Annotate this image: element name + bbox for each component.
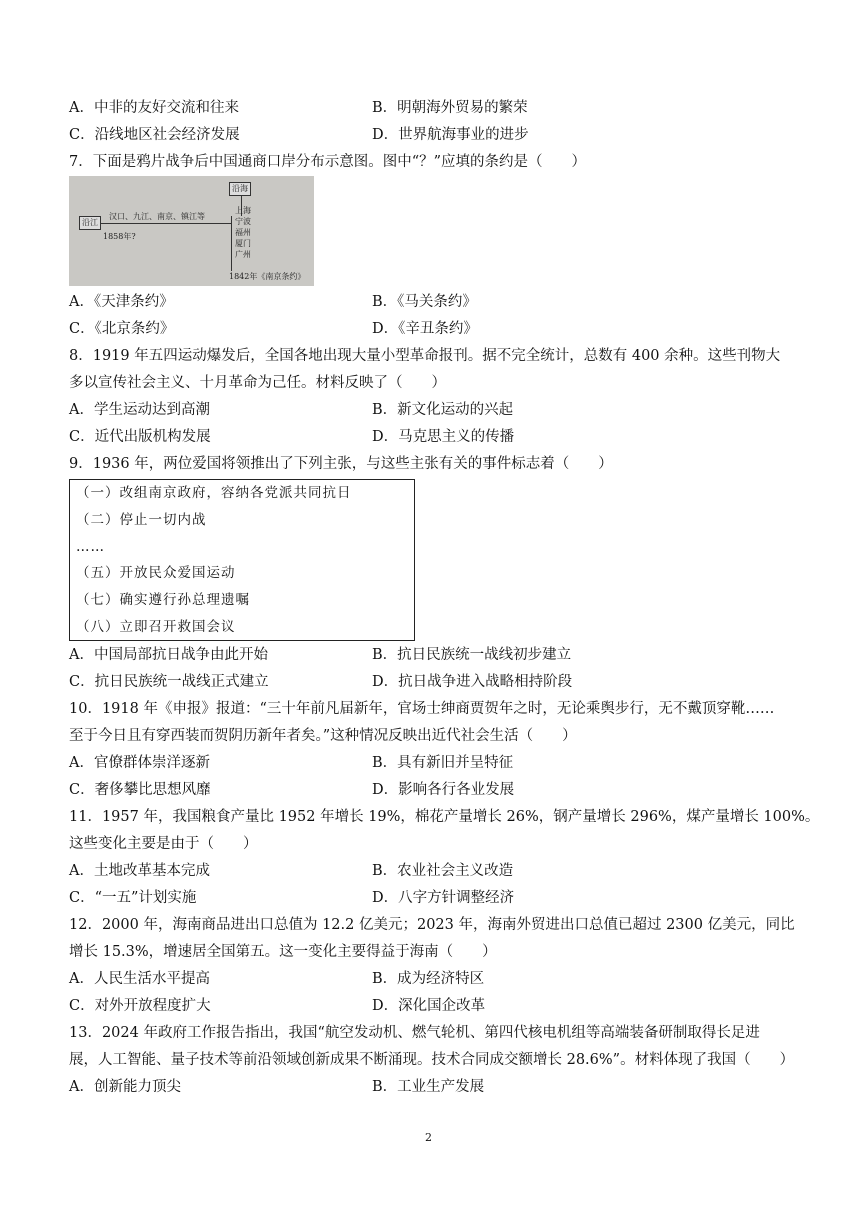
q9-stem: 9．1936 年，两位爱国将领推出了下列主张，与这些主张有关的事件标志着（ ） bbox=[69, 456, 613, 472]
q10-stem-line-1: 10．1918 年《申报》报道：“三十年前凡届新年，官场士绅商贾贺年之时，无论乘舆步行，无不戴顶穿靴…… bbox=[69, 701, 775, 717]
coast-port-2: 宁波 bbox=[235, 217, 251, 226]
q11-option-d: D．八字方针调整经济 bbox=[372, 890, 515, 906]
q6-option-c: C．沿线地区社会经济发展 bbox=[69, 127, 240, 143]
proposal-line-1: （一）改组南京政府，容纳各党派共同抗日 bbox=[76, 485, 352, 501]
q12-option-b: B．成为经济特区 bbox=[372, 971, 485, 987]
page-number: 2 bbox=[425, 1131, 432, 1144]
q10-option-c: C．奢侈攀比思想风靡 bbox=[69, 782, 211, 798]
proposal-line-2: （二）停止一切内战 bbox=[76, 512, 207, 528]
q12-option-a: A．人民生活水平提高 bbox=[69, 971, 210, 987]
q13-stem-line-1: 13．2024 年政府工作报告指出，我国“航空发动机、燃气轮机、第四代核电机组等高端装备研制取得长足进 bbox=[69, 1025, 760, 1041]
q13-option-a: A．创新能力顶尖 bbox=[69, 1079, 181, 1095]
q12-option-d: D．深化国企改革 bbox=[372, 998, 486, 1014]
q7-stem: 7．下面是鸦片战争后中国通商口岸分布示意图。图中“？”应填的条约是（ ） bbox=[69, 154, 587, 170]
q11-stem-line-2: 这些变化主要是由于（ ） bbox=[69, 836, 258, 852]
q12-stem-line-1: 12．2000 年，海南商品进出口总值为 12.2 亿美元；2023 年，海南外贸进出口总值已超过 2300 亿美元，同比 bbox=[69, 917, 795, 933]
q7-option-b: B．《马关条约》 bbox=[372, 294, 477, 310]
treaty-port-diagram bbox=[69, 176, 314, 286]
coast-label: 沿海 bbox=[229, 182, 251, 196]
q12-stem-line-2: 增长 15.3%，增速居全国第五。这一变化主要得益于海南（ ） bbox=[69, 944, 497, 960]
q10-option-a: A．官僚群体崇洋逐新 bbox=[69, 755, 210, 771]
q11-option-c: C．“一五”计划实施 bbox=[69, 890, 197, 906]
q11-stem-line-1: 11．1957 年，我国粮食产量比 1952 年增长 19%，棉花产量增长 26%，钢产量增长 296%，煤产量增长 100%。 bbox=[69, 809, 820, 825]
q10-option-d: D．影响各行各业发展 bbox=[372, 782, 515, 798]
q9-option-a: A．中国局部抗日战争由此开始 bbox=[69, 647, 268, 663]
q9-option-c: C．抗日民族统一战线正式建立 bbox=[69, 674, 269, 690]
q6-option-b: B．明朝海外贸易的繁荣 bbox=[372, 100, 528, 116]
coast-port-4: 厦门 bbox=[235, 239, 251, 248]
river-year: 1858年? bbox=[103, 232, 136, 241]
q8-option-c: C．近代出版机构发展 bbox=[69, 429, 211, 445]
q6-option-a: A．中非的友好交流和往来 bbox=[69, 100, 239, 116]
q7-option-d: D．《辛丑条约》 bbox=[372, 321, 478, 337]
q6-option-d: D．世界航海事业的进步 bbox=[372, 127, 529, 143]
q10-stem-line-2: 至于今日且有穿西装而贺阴历新年者矣。”这种情况反映出近代社会生活（ ） bbox=[69, 728, 577, 744]
proposal-line-5: （五）开放民众爱国运动 bbox=[76, 565, 236, 581]
q8-stem-line-2: 多以宣传社会主义、十月革命为己任。材料反映了（ ） bbox=[69, 375, 446, 391]
coast-port-5: 广州 bbox=[235, 250, 251, 259]
coast-port-3: 福州 bbox=[235, 228, 251, 237]
q11-option-b: B．农业社会主义改造 bbox=[372, 863, 514, 879]
q9-option-d: D．抗日战争进入战略相持阶段 bbox=[372, 674, 573, 690]
q8-option-a: A．学生运动达到高潮 bbox=[69, 402, 210, 418]
coast-port-1: 上海 bbox=[235, 206, 251, 215]
q8-option-b: B．新文化运动的兴起 bbox=[372, 402, 514, 418]
q10-option-b: B．具有新旧并呈特征 bbox=[372, 755, 514, 771]
q9-option-b: B．抗日民族统一战线初步建立 bbox=[372, 647, 572, 663]
river-label: 沿江 bbox=[79, 216, 101, 230]
proposal-line-8: （八）立即召开救国会议 bbox=[76, 619, 236, 635]
q8-option-d: D．马克思主义的传播 bbox=[372, 429, 515, 445]
proposal-line-7: （七）确实遵行孙总理遗嘱 bbox=[76, 592, 250, 608]
q8-stem-line-1: 8．1919 年五四运动爆发后，全国各地出现大量小型革命报刊。据不完全统计，总数有 400 余种。这些刊物大 bbox=[69, 348, 781, 364]
q13-option-b: B．工业生产发展 bbox=[372, 1079, 485, 1095]
q13-stem-line-2: 展，人工智能、量子技术等前沿领域创新成果不断涌现。技术合同成交额增长 28.6%”。材料体现了我国（ ） bbox=[69, 1052, 795, 1068]
q7-option-c: C．《北京条约》 bbox=[69, 321, 175, 337]
coast-year: 1842年《南京条约》 bbox=[229, 272, 306, 281]
proposal-ellipsis: …… bbox=[76, 539, 105, 555]
q9-proposal-box bbox=[69, 479, 415, 641]
river-ports: 汉口、九江、南京、镇江等 bbox=[109, 212, 205, 221]
q11-option-a: A．土地改革基本完成 bbox=[69, 863, 210, 879]
q7-option-a: A．《天津条约》 bbox=[69, 294, 174, 310]
q12-option-c: C．对外开放程度扩大 bbox=[69, 998, 211, 1014]
